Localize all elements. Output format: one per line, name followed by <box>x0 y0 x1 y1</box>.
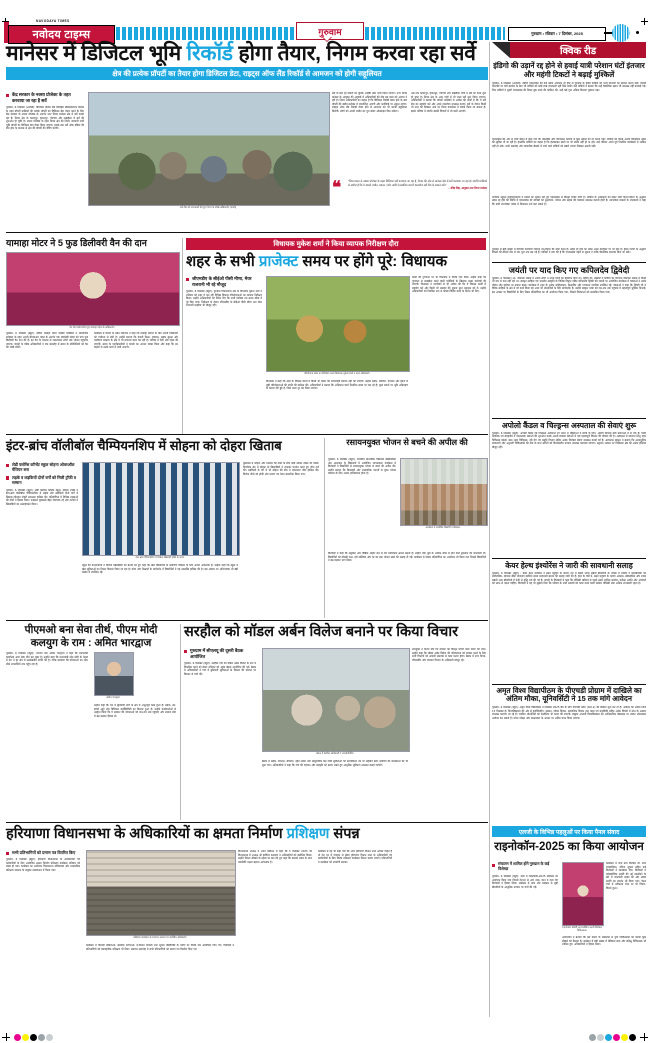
volleyball-column-2 <box>243 462 319 612</box>
sarhaul-body-1: गुरुग्राम, 6 दिसम्बर (ब्यूरो): सरहौल गांव को मॉडल अर्बन विलेज के रूप में विकसित करने को लेकर शनिवार को अहम बैठक आयोजित की गई। बैठक में अधिकारियों ने गांव में बुनियादी सुविधाओं के विस्तार की योजना पर विस्तार से चर्चा की। <box>184 662 256 676</box>
food-column-2 <box>328 552 486 614</box>
registration-dot <box>629 1034 636 1041</box>
divider-yamaha-right <box>182 238 183 434</box>
story-vidhansabha <box>6 826 488 843</box>
registration-dot <box>30 1034 37 1041</box>
vidhansabha-body-1: गुरुग्राम, 6 दिसम्बर (ब्यूरो): हरियाणा विधानसभा के अधिकारियों एवं कर्मचारियों के लिए आयोजित क्षमता निर्माण प्रशिक्षण कार्यक्रम शनिवार को संपन्न हो गया। कार्यक्रम का आयोजन विधानसभा सचिवालय और प्रशासनिक प्रशिक्षण संस्थान के संयुक्त तत्वावधान में किया गया। <box>6 858 80 872</box>
pmo-body-1: गुरुग्राम, 6 दिसम्बर (ब्यूरो): भाजपा नेता अमित भारद्वाज ने कहा कि प्रधानमंत्री कार्यालय आज सेवा तीर्थ बन चुका है। उन्होंने कहा कि प्रधानमंत्री नरेंद्र मोदी के नेतृत्व में देश ने हर क्षेत्र में उल्लेखनीय प्रगति की है। गरीब कल्याण की योजनाओं का लाभ सीधे लाभार्थियों तक पहुंच रहा है। <box>6 652 88 666</box>
yamaha-column-1 <box>6 332 88 428</box>
food-photo-caption: कार्यक्रम में उपस्थित विद्यार्थी व शिक्षक। <box>425 526 461 529</box>
quick-read-body-3: नागरिक उड्डयन महानिदेशालय ने मामले का संज्ञान लेते हुए एयरलाइंस से विस्तृत रिपोर्ट मांगी है। यात्रियों के अधिकारों को लेकर जारी दिशा-निर्देशों के अनुसार उड़ान रद्द होने की स्थिति में एयरलाइंस को यात्रियों को मुआवजा, भोजन और ठहरने की व्यवस्था उपलब्ध करानी होती है। उपभोक्ता मामलों के जानकारों ने कहा कि यात्री उपभोक्ता फोरम में शिकायत दर्ज करा सकते हैं। <box>492 195 646 206</box>
story-food <box>328 438 486 448</box>
pmo-column-2 <box>94 704 176 820</box>
mla-photo <box>266 276 410 372</box>
registration-dot <box>46 1034 53 1041</box>
sarhaul-body-2: बैठक में सड़क, पेयजल, सीवरेज, स्ट्रीट लाइट और सामुदायिक केंद्र जैसी सुविधाओं को प्राथमिकता देने पर सहमति बनी। ग्रामीणों की समस्याओं को भी सुना गया। अधिकारियों ने कहा कि गांव की पहचान और संस्कृति को बनाए रखते हुए आधुनिक सुविधाएं उपलब्ध कराई जाएंगी। <box>262 760 408 767</box>
lead-quote-box <box>332 180 487 228</box>
volleyball-photo <box>82 462 240 556</box>
vidhansabha-headline <box>6 826 488 843</box>
pmo-headline-line2: कलयुग के राम : अमित भारद्वाज <box>30 636 152 649</box>
sarhaul-column-3 <box>412 648 486 816</box>
divider-lead <box>6 232 488 233</box>
story-volleyball <box>6 438 336 454</box>
mla-kicker-bar <box>186 238 486 250</box>
food-column-1 <box>328 458 396 548</box>
lead-body-2: सर्वे के बाद हर प्रॉपर्टी का यूनिक आईडी नंबर जारी किया जाएगा। नगर निगम मानेसर के आयुक्त की अगुवाई में अधिकारियों की टीम इस काम को अंजाम दे रही है। निगम अधिकारियों का कहना है कि डिजिटल रिकॉर्ड तैयार होने के बाद प्रॉपर्टी की खरीद-फरोख्त में पारदर्शिता आएगी और फर्जीवाड़े पर अंकुश लगेगा। राइट्स ऑफ लैंड रिकॉर्ड तैयार होने से आमजन को भी काफी सहूलियत मिलेगी। लोगों को अपनी जमीन का पूरा ब्योरा ऑनलाइन मिल सकेगा। <box>332 92 407 113</box>
rhinocon-column-3 <box>562 936 646 1008</box>
divider-mid-1 <box>6 434 488 435</box>
sidebar-story-3-headline: केयर हेल्थ इंश्योरेंस ने जारी की सावधानी सलाह <box>505 560 633 570</box>
rhinocon-column-2 <box>606 862 646 932</box>
sidebar-story-3 <box>492 558 646 680</box>
mla-headline-part2: समय पर होंगे पूरे: विधायक <box>298 253 448 270</box>
sarhaul-left-column <box>184 648 256 822</box>
volleyball-photo-caption: इंटर ब्रांच चैंपियनशिप में विजेता खिलाड़ी ट्रॉफी के साथ। <box>135 556 185 559</box>
food-body-2: विशेषज्ञों ने कहा कि संतुलित और पौष्टिक आहार लेने से रोग प्रतिरोधक क्षमता बढ़ती है। उन्होंने जंक फूड के अधिक सेवन से होने वाले नुकसान की जानकारी दी। विद्यार्थियों को मौसमी फल, हरी सब्जियां और घर का बना भोजन खाने की सलाह दी गई। कार्यक्रम में पोस्टर प्रतियोगिता का आयोजन भी किया गया जिसमें विद्यार्थियों ने बढ़-चढ़कर भाग लिया। <box>328 552 486 562</box>
vidhansabha-headline-part1: हरियाणा विधानसभा के अधिकारियों का क्षमता निर्माण <box>6 826 287 842</box>
mla-headline-part1: शहर के सभी <box>186 253 259 270</box>
quick-read-tab[interactable] <box>510 42 646 58</box>
logo-hindi-text: नवोदय टाइम्स <box>32 29 91 41</box>
quick-read-body-1: गुरुग्राम, 6 दिसम्बर (अजेंसी): इंडिगो एयरलाइंस की कई उड़ानें अचानक रद्द होने से गुरुग्राम के हवाई यात्रियों को भारी परेशानी का सामना करना पड़ा। दिल्ली एयरपोर्ट पर घंटों इंतजार के बाद भी यात्रियों को कोई स्पष्ट जानकारी नहीं मिल सकी। कई यात्रियों ने बताया कि उन्हें वैकल्पिक उड़ान भी उपलब्ध नहीं करवाई गई। जिन यात्रियों ने दूसरी एयरलाइंस की टिकट बुक करने की कोशिश की, उन्हें कई गुना अधिक किराया चुकाना पड़ा। <box>492 81 646 92</box>
vidhansabha-bullet: सभी प्रतिभागियों को प्रमाण पत्र वितरित किए <box>6 850 80 855</box>
quick-read-label: क्विक रीड <box>559 46 597 57</box>
quick-read-headline: इंडिगो की उड़ानें रद्द होने से हवाई यात्री परेशान घंटों इंतजार और महंगी टिकटों ने बढ़ाई मुश्किलें <box>493 61 645 80</box>
lead-subhead-bar <box>6 67 488 80</box>
divider-sidebar-3 <box>492 558 646 559</box>
yamaha-body-2: कार्यक्रम में कंपनी के प्रबंध निदेशक ने कहा कि यामाहा समाज के प्रति अपनी जिम्मेदारी को गंभीरता से लेती है। उन्होंने बताया कि कंपनी शिक्षा, स्वास्थ्य, सड़क सुरक्षा और पर्यावरण संरक्षण के क्षेत्र में भी लगातार काम कर रही है। भविष्य में ऐसी और पहल की जाएंगी। संस्था के पदाधिकारियों ने कंपनी का आभार व्यक्त किया और कहा कि इन वाहनों से उनके कार्य में तेजी आएगी। <box>94 332 178 349</box>
divider-bottom <box>6 822 488 823</box>
logo-english-text: NAVODAYA TIMES <box>36 19 70 23</box>
masthead <box>0 8 650 41</box>
registration-dot <box>589 1034 596 1041</box>
rhinocon-kicker-bar <box>492 826 646 837</box>
quote-mark-icon: ❝ <box>332 178 342 198</box>
section-tab-label: गुरुवाम <box>318 26 342 37</box>
sarhaul-bullet: गुरुग्राम में सीएलयू की दूसरी बैठक आयोजित <box>184 648 256 660</box>
lead-quote-attribution: – रविंद्र सिंह, आयुक्त नगर निगम मानेसर <box>448 187 487 191</box>
registration-marks-left <box>14 1033 53 1041</box>
yamaha-body-1: गुरुग्राम, 6 दिसम्बर (ब्यूरो): इंडिया यामाहा मोटर प्राइवेट लिमिटेड ने सामाजिक सरोकार के तहत अपनी सीएसआर पहल के अंतर्गत एक स्वयंसेवी संस्था को पांच फूड डिलीवरी वैन दान की हैं। इन वैन के माध्यम से जरूरतमंद लोगों तक भोजन पहुंचाया जाएगा। कंपनी के वरिष्ठ अधिकारियों ने एक समारोह में संस्था के प्रतिनिधियों को वैन की चाबी सौंपी। <box>6 332 88 349</box>
lead-headline <box>6 42 488 65</box>
quick-read-wedge <box>492 42 510 58</box>
volleyball-bullet-2: लड़के व लड़कियों दोनों वर्गों को मिली ट्रॉफी व सम्मान <box>6 475 78 486</box>
rhinocon-body-1: गुरुग्राम, 6 दिसम्बर (ब्यूरो): शहर में राइनोकॉन-2025 सम्मेलन का आयोजन किया गया जिसमें देशभर से आए नाक, कान व गला रोग विशेषज्ञों ने हिस्सा लिया। सम्मेलन में नाक और साइनस से जुड़ी बीमारियों के आधुनिक उपचार पर चर्चा की गई। <box>492 875 558 889</box>
rhinocon-body-3: आयोजकों ने बताया कि इस प्रकार के सम्मेलनों से युवा चिकित्सकों को काफी कुछ सीखने को मिलता है। सम्मेलन में बड़ी संख्या में मेडिकल छात्र और प्रशिक्षु चिकित्सक भी शामिल हुए। अधिकारियों ने हिस्सा लिया। <box>562 936 646 946</box>
vidhansabha-column-3 <box>238 850 312 1002</box>
sarhaul-photo-caption: बैठक में शामिल अधिकारी व जनप्रतिनिधि। <box>316 752 354 755</box>
story-pmo <box>6 624 176 649</box>
pmo-headline <box>6 624 176 649</box>
sarhaul-column-2 <box>262 760 408 816</box>
crop-mark-bottom-right <box>640 1033 648 1041</box>
sidebar-story-3-body: गुरुग्राम, 6 दिसम्बर (ब्यूरो) : केयर हेल्थ इंश्योरेंस ने बढ़ते प्रदूषण के कारण देश में बढ़ती श्वास संबंधी बीमारियों के जवाब में मरीजों व कारोबारियों को सार्वजनिक, स्वास्थ्य बीमा योजनाएं खरीदते समय सावधानी बरतने की सलाह जारी की है। हाल के वर्षों में, बढ़ते प्रदूषण के कारण अस्थमा, ब्रोंकाइटिस और श्वास संबंधी अन्य बीमारियों में तेजी से वृद्धि दर्ज की गई है। कंपनी के विशेषज्ञों ने कहा कि पॉलिसी खरीदने से पहले उसमें शामिल कवरेज, प्रतीक्षा अवधि और अपवादों को ध्यान से पढ़ना चाहिए। विशेषज्ञों ने यह भी सुझाव दिया कि परिवार के सभी सदस्यों को कवर करने वाली फ्लोटर पॉलिसी लेना अधिक लाभकारी रहता है। <box>492 571 646 586</box>
dateline-band <box>508 27 606 41</box>
registration-dot <box>605 1034 612 1041</box>
vidhansabha-column-4 <box>318 850 392 1002</box>
registration-dot <box>14 1034 21 1041</box>
dateline-text: गुरुग्राम • रविवार • 7 दिसंबर, 2025 <box>531 31 583 36</box>
volleyball-body-1: गुरुग्राम, 6 दिसम्बर (ब्यूरो): लेडी फ्लोरेंस कॉन्वेंट स्कूल, सोहना शाखा ने इंटर-ब्रांच वॉलीबॉल चैम्पियनशिप में लड़के और लड़कियों दोनों वर्गों में खिताब जीतकर दोहरी सफलता हासिल की। प्रतियोगिता में विभिन्न शाखाओं की टीमों ने हिस्सा लिया। फाइनल मुकाबले बेहद रोमांचक रहे और दर्शकों ने खिलाड़ियों का उत्साहवर्धन किया। <box>6 488 78 506</box>
crop-mark-top-right <box>641 18 648 25</box>
mla-left-column <box>186 276 262 430</box>
vidhansabha-headline-part2: संपन्न <box>329 826 360 842</box>
lead-column-3 <box>411 92 486 177</box>
lead-column-1 <box>6 92 84 226</box>
pmo-headline-line1: पीएमओ बना सेवा तीर्थ, पीएम मोदी <box>24 624 158 636</box>
pmo-column-1 <box>6 652 88 820</box>
story-sarhaul <box>184 624 486 641</box>
registration-marks-right <box>589 1033 636 1041</box>
story-rhinocon <box>492 826 646 854</box>
quick-read-body-4: गुरुग्राम से बड़ी संख्या में कॉर्पोरेट कर्मचारी रोजाना देश-विदेश की यात्रा करते हैं। उड़ानें रद्द होने का सीधा असर कारोबार पर भी पड़ा है। ट्रैवल एजेंटों के अनुसार टिकटों की कीमतें तीन से चार गुना तक बढ़ गई हैं। यात्रियों ने मांग की है कि एयरलाइंस पहले से सूचना दे ताकि वैकल्पिक इंतजाम किए जा सकें। <box>492 247 646 255</box>
logo-mark-circle <box>612 24 630 42</box>
lead-body-1: गुरुग्राम, 6 दिसम्बर (अजेंसी): डिजिटल प्रोसेस लैंड रिकॉर्ड्स मॉर्डनाइजेशन प्रोग्राम के तहत प्रॉपर्टी मालिकों की प्रत्येक प्रॉपर्टी का डिजिटल डेटा तैयार करने के लिए केंद्र सरकार के नक्शा प्रोजेक्ट के अंतर्गत नगर निगम मानेसर क्षेत्र में सर्वे करवा रहा है। निगम क्षेत्र के कादरपुर, हयातपुर, पंचगांव और नखड़ौला में सर्वे की शुरुआत हो चुकी है। नक्शा प्रोजेक्ट के तहत निगम क्षेत्र की निजी, सरकारी सभी भूमि प्रॉपर्टी का डिजिटल डेटा तैयार किया जाएगा। इसके बाद सर्वे ऑफ इंडिया की टीम ड्रोन के माध्यम से क्षेत्र की प्रॉपर्टी की मैपिंग करेगी। <box>6 106 84 130</box>
vidhansabha-headline-highlight: प्रशिक्षण <box>286 826 330 842</box>
registration-dot <box>621 1034 628 1041</box>
rhinocon-bullet: संचालन में शामिल होंगे गुरुग्राम के कई विशेषज्ञ <box>492 862 558 872</box>
vidhansabha-body-2: कार्यक्रम में विधायी प्रक्रियाओं, संसदीय परंपराओं, ई-विधान प्रणाली तथा सूचना प्रौद्योगिकी के प्रयोग पर विशेष सत्र आयोजित किए गए। विशेषज्ञों ने प्रतिभागियों को व्यावहारिक प्रशिक्षण भी दिया। समापन समारोह में सभी प्रतिभागियों को प्रमाण पत्र वितरित किए गए। <box>86 944 234 951</box>
vidhansabha-photo-caption: प्रशिक्षण कार्यक्रम के समापन अवसर पर उपस्थित अधिकारी। <box>133 936 187 939</box>
yamaha-photo-caption: वैन की चाबी सौंपते हुए यामाहा मोटर के अधिकारी। <box>69 326 115 329</box>
lead-headline-highlight: रिकॉर्ड <box>186 42 233 65</box>
divider-sidebar-4 <box>492 684 646 685</box>
volleyball-bullet-1: लेडी फ्लोरेंस कॉन्वेंट स्कूल सोहना ओवरऑल चैंपियन बना <box>6 462 78 473</box>
quick-read-panel <box>492 42 646 294</box>
lead-quote-text: "जिस प्रकार से नक्शा प्रोजेक्ट के तहत डिजिटल सर्वे करवाया जा रहा है, निगम की ओर से मानेसर क्षेत्र में सर्वे करवाया जा रहा है। संपत्ति मालिकों से अपील है कि वे अपनी जमीन, मकान, प्लॉट आदि से संबंधित जरूरी दस्तावेज सर्वे टीम के सामने रखें।" <box>348 180 487 187</box>
sidebar-story-4-headline: अमृत विश्व विद्यापीठम के पीएचडी प्रोग्राम में दाखिले का अंतिम मौका, यूनिवर्सिटी ने 15 तक मांगे आवेदन <box>496 685 642 704</box>
lead-photo-caption: सर्वे टीम को जानकारी देते हुए निगम के वरिष्ठ अधिकारी। (फोटो) <box>179 206 237 209</box>
sidebar-story-2-body: गुरुग्राम, 6 दिसम्बर (ब्यूरो): अपोलो कैंडल एंड चिल्ड्रन्स अस्पताल जो भारत में महिलाओं व बच्चों के लिए, अग्रणी स्वास्थ्य सेवा प्रदाताओं में से एक है। निजी नैदानिक एवं संवहनीय व चयनात्मक सेवाओं की शुरुआत करके अपनी स्वास्थ्य सेवाओं में एक महत्वपूर्ण विस्तार की घोषणा की है। अस्पताल में नवजात शिशु गहन चिकित्सा इकाई, बाल शल्य चिकित्सा, स्त्री रोग एवं प्रसूति विभाग सहित अनेक विशेषज्ञ सेवाएं उपलब्ध कराई गई हैं। अस्पताल प्रबंधन ने बताया कि अत्याधुनिक उपकरणों और अनुभवी चिकित्सकों की टीम के साथ मरीजों को विश्वस्तरीय उपचार उपलब्ध करवाया जाएगा। उद्घाटन अवसर पर चिकित्सा क्षेत्र की अनेक हस्तियां मौजूद रहीं। <box>492 431 646 449</box>
sarhaul-headline: सरहौल को मॉडल अर्बन विलेज बनाने पर किया विचार <box>184 624 459 640</box>
mla-headline <box>186 253 486 271</box>
yamaha-headline: यामाहा मोटर ने 5 फुड डिलीवरी वैन की दान <box>6 238 147 248</box>
mla-body-2: विधायक ने कहा कि शहर के विकास कार्यों में किसी भी प्रकार की लापरवाही बर्दाश्त नहीं की जाएगी। उन्होंने सड़क, सीवरेज, पेयजल और ड्रेनेज से जुड़ी परियोजनाओं की प्रगति की समीक्षा की। अधिकारियों ने बताया कि अधिकांश कार्य निर्धारित समय पर चल रहे हैं। कुछ स्थानों पर भूमि अधिग्रहण के कारण देरी हुई है, जिसे जल्द दूर कर लिया जाएगा। <box>266 380 408 390</box>
lead-photo <box>88 92 330 206</box>
volleyball-left-column <box>6 462 78 607</box>
divider-pmo-right <box>180 624 181 820</box>
volleyball-headline: इंटर-ब्रांच वॉलीबॉल चैम्पियनशिप में सोहना को दोहरा खिताब <box>6 438 282 453</box>
rhinocon-photo <box>562 862 604 926</box>
lead-subhead-text: क्षेत्र की प्रत्येक प्रॉपर्टी का तैयार होगा डिजिटल डेटा, राइट्स ऑफ लैंड रिकॉर्ड से आमजन को होगी सहूलियत <box>112 68 382 78</box>
volleyball-body-2: मुकाबले में सोहना और मानेसर की टीमों के बीच कड़ी टक्कर देखने को मिली। निर्णायक सेट में सोहना के खिलाड़ियों ने शानदार प्रदर्शन करते हुए जीत दर्ज की। लड़कियों के वर्ग में भी सोहना की टीम ने एकतरफा जीत हासिल की। विजेता टीमों को ट्रॉफी और प्रमाण पत्र देकर सम्मानित किया गया। <box>243 462 319 476</box>
yamaha-column-2 <box>94 332 178 428</box>
sidebar-story-4-body: गुरुग्राम, 6 दिसम्बर (ब्यूरो): अमृत विश्व विद्यापीठम ने दिसम्बर 2025 बैच के लिए पीएचडी प्रवेश (फेज-2) की प्रक्रिया शुरू कर दी है। आवेदन की अंतिम तिथि 15 दिसम्बर है। विश्वविद्यालय की ओर से इंजीनियरिंग, प्रबंधन, जीवन विज्ञान, सामाजिक विज्ञान तथा कला एवं मानविकी सहित अनेक विषयों में शोध के अवसर उपलब्ध करवाए जा रहे हैं। चयनित शोधार्थियों को फेलोशिप भी प्रदान की जाएगी। इच्छुक अभ्यर्थी विश्वविद्यालय की आधिकारिक वेबसाइट पर जाकर ऑनलाइन आवेदन कर सकते हैं। प्रवेश परीक्षा और साक्षात्कार के आधार पर अंतिम चयन किया जाएगा। <box>492 706 646 720</box>
lead-story-header <box>6 42 488 80</box>
yamaha-photo <box>6 252 180 326</box>
vidhansabha-column-2 <box>86 944 234 1002</box>
mla-photo-caption: परियोजना स्थल का निरीक्षण करते विधायक मुकेश शर्मा व अन्य अधिकारी। <box>304 372 370 375</box>
lead-bullet: केंद्र सरकार के नक्शा प्रोजेक्ट के तहत करवाया जा रहा है सर्वे <box>6 92 84 104</box>
mla-column-3 <box>412 276 486 428</box>
story-mla <box>186 238 486 271</box>
food-body-1: गुरुग्राम, 6 दिसम्बर (ब्यूरो): राजकीय माध्यमिक विद्यालय खेड़कीदौला और आसपास के विद्यालयों में आयोजित जागरूकता कार्यक्रम में विशेषज्ञों ने विद्यार्थियों से रसायनयुक्त भोजन से बचने की अपील की। उन्होंने बताया कि मिलावटी और रासायनिक पदार्थों से युक्त भोजन स्वास्थ्य के लिए अत्यंत हानिकारक होता है। <box>328 458 396 475</box>
mla-body-3: कार्यों की गुणवत्ता पर भी विधायक ने विशेष जोर दिया। उन्होंने कहा कि गुणवत्ता से समझौता करने वाली एजेंसियों के खिलाफ सख्त कार्रवाई की जाएगी। विधायक ने नागरिकों से भी अपील की कि वे विकास कार्यों में सहयोग करें और किसी भी समस्या की सूचना तुरंत प्रशासन को दें। उन्होंने अधिकारियों को नियमित रूप से फील्ड विजिट करने के निर्देश भी दिए। <box>412 276 486 293</box>
rhinocon-headline: राइनोकॉन-2025 का किया आयोजन <box>494 841 644 853</box>
pmo-photo <box>94 652 134 696</box>
pmo-photo-caption: अमित भारद्वाज <box>106 696 120 699</box>
sidebar-story-1-headline: जयंती पर याद किए गए कपिलदेव द्विवेदी <box>508 264 630 275</box>
rhinocon-left-column <box>492 862 558 1007</box>
vidhansabha-body-4: कार्यक्रम में यह भी कहा गया कि अगर हरियाणा विधान सभा अव्वल चाहते हैं तो देश भर में पंचायत से लेकर हरियाणा विधान सभा के अधिकारियों एवं कर्मचारियों के लिए विशेष प्रशिक्षण कार्यक्रम निरंतर चलाए जाएंगे। प्रतिभागियों ने कार्यक्रम को उपयोगी बताया। <box>318 850 392 864</box>
volleyball-body-3: स्कूल की प्रधानाचार्या ने विजेता खिलाड़ियों को बधाई देते हुए कहा कि खेल विद्यार्थियों के सर्वांगीण विकास के लिए अत्यंत आवश्यक हैं। उन्होंने कहा कि स्कूल में खेल सुविधाओं का निरंतर विस्तार किया जा रहा है। कोच और शिक्षकों के मार्गदर्शन में विद्यार्थियों ने यह उपलब्धि हासिल की है। इस अवसर पर अभिभावक भी बड़ी संख्या में उपस्थित रहे। <box>82 564 238 574</box>
divider-mid-2 <box>6 620 488 621</box>
vidhansabha-body-3: विधानसभा अध्यक्ष ने अपने संबोधन में कहा कि 5 दिसम्बर 2025 को विधानसभा में अध्यक्ष श्री हरविंदर कल्याण ने अधिकारियों को संबोधित किया। उन्होंने निरंतर सीखने के महत्व पर बल देते हुए कहा कि बदलते समय के साथ तकनीकी दक्षता बढ़ाना आवश्यक है। <box>238 850 312 864</box>
mla-headline-highlight: प्राजेक्ट <box>258 253 299 270</box>
sidebar-story-2 <box>492 418 646 558</box>
food-photo <box>400 458 488 526</box>
sidebar-story-4 <box>492 684 646 794</box>
registration-dot <box>38 1034 45 1041</box>
divider-sidebar-1 <box>492 262 646 263</box>
food-headline: रसायनयुक्त भोजन से बचने की अपील की <box>346 438 468 447</box>
masthead-stripe-right <box>365 27 505 40</box>
sidebar-divider <box>489 42 490 1017</box>
lead-body-3: अब तक कादरपुर, हयातपुर, पंचगांव और नखड़ौला गांवों में सर्वे का काम शुरू हो चुका है। निगम क्षेत्र के अन्य गांवों में भी जल्द सर्वे शुरू किया जाएगा। अधिकारियों ने बताया कि प्रॉपर्टी मालिकों से अपील की जाती है कि वे सर्वे टीम का सहयोग करें और अपने दस्तावेज उपलब्ध कराएं। सर्वे के दौरान किसी भी तरह की दिक्कत आने पर निगम कार्यालय में संपर्क किया जा सकता है। इससे भविष्य में संपत्ति संबंधी विवादों में भी कमी आएगी। <box>411 92 486 113</box>
logo-mark-dot <box>636 31 639 34</box>
crop-mark-bottom-left <box>2 1033 10 1041</box>
mla-kicker-text: विधायक मुकेश शर्मा ने किया व्यापक निरीक्षण दौरा <box>273 240 399 248</box>
rhinocon-kicker-text: एलजी के विभिन्न पहलुओं पर किया पैनल संवाद <box>518 829 620 836</box>
sarhaul-photo <box>262 648 410 752</box>
sidebar-story-1 <box>492 262 646 419</box>
volleyball-column-2b <box>82 564 238 614</box>
lead-headline-part2: होगा तैयार, निगम करवा रहा सर्वे <box>232 42 476 65</box>
sidebar-story-2-headline: अपोलो कैंडल व चिल्ड्रन्स अस्पताल की सेवाएं शुरू <box>501 420 637 430</box>
pmo-body-2: उन्होंने कहा कि देश में बुनियादी ढांचे के क्षेत्र में अभूतपूर्व काम हुआ है। सड़क, रेल, हवाई अड्डों और डिजिटल कनेक्टिविटी का विस्तार हुआ है। उन्होंने कार्यकर्ताओं से आह्वान किया कि वे सरकार की योजनाओं को जन-जन तक पहुंचाएं और समाज सेवा में बढ़-चढ़कर हिस्सा लें। <box>94 704 176 718</box>
lead-headline-part1: मानेसर में डिजिटल भूमि <box>6 42 187 65</box>
registration-dot <box>597 1034 604 1041</box>
quick-read-body-2: एयरलाइंस की ओर से जारी बयान में कहा गया कि तकनीकी और परिचालन कारणों से कुछ उड़ानों को रद्द करना पड़ा। यात्रियों को रिफंड अथवा वैकल्पिक उड़ान की सुविधा दी जा रही है। हालांकि यात्रियों का कहना है कि हेल्पलाइन नंबरों पर भी संपर्क नहीं हो पा रहा। कई परिवार अपने पूर्व निर्धारित कार्यक्रमों में शामिल नहीं हो सके। शादी समारोह और व्यापारिक बैठकों में जाने वाले यात्रियों को सबसे ज्यादा दिक्कत उठानी पड़ी। <box>492 137 646 148</box>
rhinocon-photo-caption: राइनोकॉन 2025 को संबोधित करतीं विशेषज्ञ चिकित्सक। <box>562 926 602 932</box>
registration-dot <box>613 1034 620 1041</box>
vidhansabha-left-column <box>6 850 80 1008</box>
mla-bullet: जीएमडीए के सीईओ पीसी मीणा, मेयर राजरानी भी रहे मौजूद <box>186 276 262 288</box>
divider-volleyball-right <box>324 438 325 618</box>
story-yamaha <box>6 238 178 249</box>
vidhansabha-photo <box>86 850 236 936</box>
masthead-stripe-left <box>116 27 294 40</box>
sarhaul-body-3: उपायुक्त ने निर्देश दिए कि योजना की विस्तृत रिपोर्ट जल्द तैयार की जाए। उन्होंने कहा कि मॉडल अर्बन विलेज की परिकल्पना को साकार करने के लिए सभी विभागों को आपसी समन्वय से काम करना होगा। बैठक में नगर निगम, जीएमडीए और पंचायत विभाग के अधिकारी मौजूद रहे। <box>412 648 486 662</box>
mla-column-2 <box>266 380 408 428</box>
rhinocon-body-2: कार्यक्रम में जाने माने विशेषज्ञ डॉ. रूपा राजकोटिया, वंदिता शुक्ला सहित कई विशेषज्ञों ने व्याख्यान दिए। विशेषज्ञों ने एंडोस्कोपिक सर्जरी की नई तकनीकों के बारे में जानकारी साझा की और लाइव सर्जरी का प्रदर्शन भी किया गया। पैनल चर्चा में नवीनतम शोध पर भी विचार-विमर्श हुआ। <box>606 862 646 890</box>
mla-body-1: गुरुग्राम, 6 दिसम्बर (ब्यूरो): गुरुग्राम विधानसभा क्षेत्र के विधायक मुकेश शर्मा ने शनिवार को शहर में चल रही विभिन्न विकास परियोजनाओं का व्यापक निरीक्षण किया। उन्होंने अधिकारियों को निर्देश दिए कि सभी प्रोजेक्ट तय समय सीमा में पूरे किए जाएं। निरीक्षण के दौरान जीएमडीए के सीईओ पीसी मीणा तथा मेयर राजरानी मल्होत्रा भी मौजूद रहीं। <box>186 290 262 307</box>
sidebar-story-1-body: गुरुग्राम, 6 दिसम्बर (अ): स्वतंत्रता संग्राम में अनेक लोगों ने अपने प्राणों का बलिदान दिया था। शहीदों को, लेखकों व कवियों का योगदान स्वतंत्रता संग्राम में किसी भी रूप से कम नहीं रहा था। संस्कृत साहित्य एवं भारतीय संस्कृति के विशिष्ट विद्वान पंडित कपिलदेव द्विवेदी की जयंती पर आयोजित कार्यक्रम में वक्ताओं ने उनके जीवन और कृतित्व पर प्रकाश डाला। कार्यक्रम में शहर के अनेक साहित्यकार, शिक्षाविद और गणमान्य नागरिक उपस्थित रहे। वक्ताओं ने कहा कि द्विवेदी जी ने वैदिक साहित्य के क्षेत्र में जो कार्य किया वह आज भी शोधार्थियों के लिए मार्गदर्शक है। उन्होंने संस्कृत भाषा को जन-जन तक पहुंचाने में महत्वपूर्ण भूमिका निभाई। इस अवसर पर विद्यार्थियों के लिए निबंध प्रतियोगिता का भी आयोजन किया गया, जिसमें विजेताओं को सम्मानित किया गया। <box>492 276 646 294</box>
registration-dot <box>22 1034 29 1041</box>
divider-sidebar-2 <box>492 418 646 419</box>
lead-column-2 <box>332 92 407 177</box>
